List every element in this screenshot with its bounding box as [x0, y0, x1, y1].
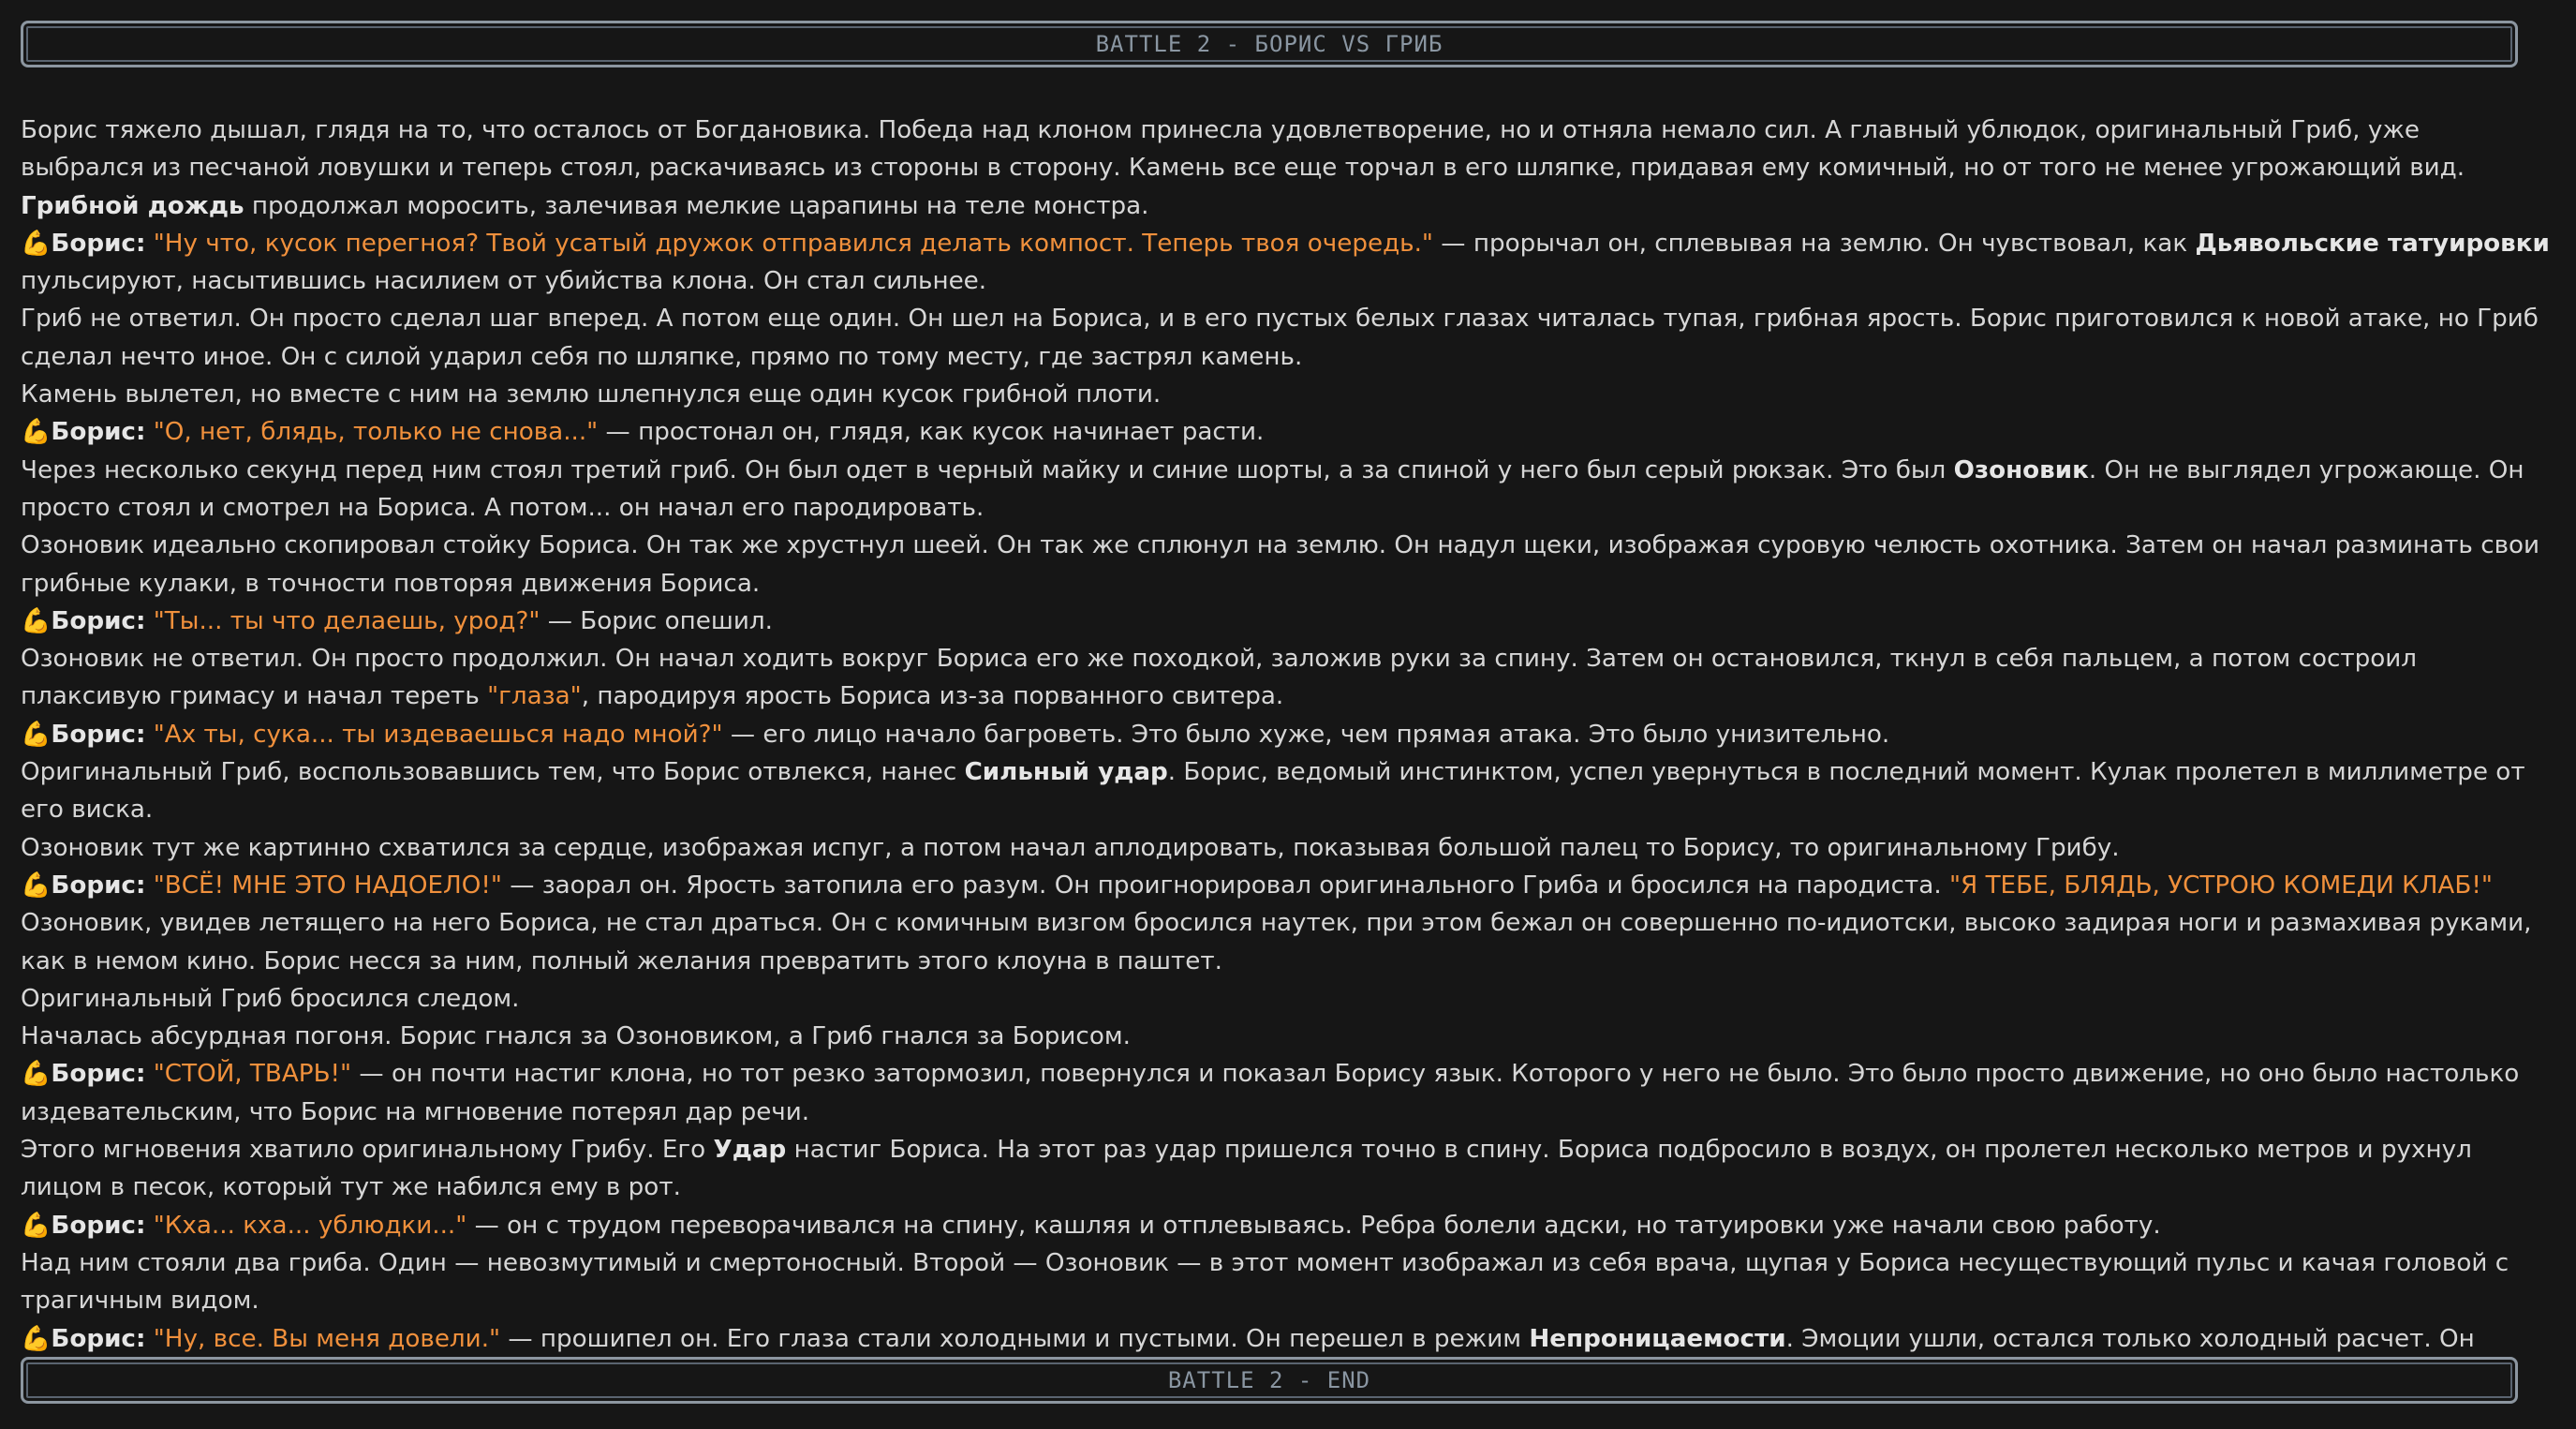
- text-run: продолжал моросить, залечивая мелкие царапины на теле монстра.: [244, 191, 1149, 220]
- flexed-biceps-icon: 💪: [21, 720, 52, 749]
- text-run: , пародируя ярость Бориса из-за порванного свитера.: [581, 682, 1284, 711]
- speaker-name: Борис:: [51, 1060, 146, 1089]
- text-run: Камень вылетел, но вместе с ним на землю шлепнулся еще один кусок грибной плоти.: [21, 380, 1162, 409]
- bold-term: Удар: [713, 1136, 787, 1165]
- bold-term: Грибной дождь: [21, 191, 244, 220]
- text-run: настиг Бориса. На этот раз удар пришелся точно в спину. Бориса подбросило в воздух, он пролетел несколько метров и рухнул лицом в песок, который тут же набился ему в рот.: [21, 1136, 2472, 1202]
- dialogue-line: [21, 1207, 2550, 1244]
- narration-paragraph: [21, 980, 2550, 1018]
- quoted-speech: "Ну что, кусок перегноя? Твой усатый дружок отправился делать компост. Теперь твоя очередь.": [153, 229, 1433, 258]
- narration-paragraph: [21, 1131, 2550, 1207]
- quoted-speech: "Ты... ты что делаешь, урод?": [153, 606, 540, 635]
- quoted-speech: "ВСЁ! МНЕ ЭТО НАДОЕЛО!": [153, 871, 502, 900]
- dialogue-line: [21, 225, 2550, 301]
- bold-term: Сильный удар: [964, 758, 1168, 787]
- bold-term: Дьявольские татуировки: [2195, 229, 2550, 258]
- text-run: Озоновик не ответил. Он просто продолжил. Он начал ходить вокруг Бориса его же походкой, заложив руки за спину. Затем он остановился, ткнул в себя пальцем, а потом состроил плаксивую гримасу и начал тереть: [21, 645, 2418, 711]
- story-text: [21, 112, 2550, 1395]
- quoted-speech: "Кха... кха... ублюдки...": [153, 1211, 467, 1240]
- quoted-speech: "Ну, все. Вы меня довели.": [153, 1324, 501, 1353]
- quoted-speech: "О, нет, блядь, только не снова...": [153, 418, 599, 447]
- flexed-biceps-icon: 💪: [21, 1060, 52, 1089]
- text-run: Через несколько секунд перед ним стоял третий гриб. Он был одет в черный майку и синие шорты, а за спиной у него был серый рюкзак. Это был: [21, 455, 1954, 484]
- quoted-speech: "СТОЙ, ТВАРЬ!": [153, 1060, 352, 1089]
- narration-paragraph: [21, 829, 2550, 867]
- text-run: Озоновик тут же картинно схватился за сердце, изображая испуг, а потом начал аплодировать, показывая большой палец то Борису, то оригинальному Грибу.: [21, 833, 2120, 862]
- narration-paragraph: [21, 527, 2550, 603]
- text-run: — простонал он, глядя, как кусок начинает расти.: [598, 418, 1265, 447]
- speaker-name: Борис:: [51, 720, 146, 749]
- narration-paragraph: [21, 904, 2550, 980]
- text-run: — он почти настиг клона, но тот резко затормозил, повернулся и показал Борису язык. Которого у него не было. Это было просто движение, но оно было настолько издевательским, что Борис на мгновение потерял дар речи.: [21, 1060, 2520, 1126]
- narration-paragraph: [21, 1244, 2550, 1320]
- text-run: . Он не выглядел угрожающе. Он просто стоял и смотрел на Бориса. А потом... он начал его пародировать.: [21, 455, 2524, 522]
- text-run: Оригинальный Гриб бросился следом.: [21, 984, 520, 1013]
- text-run: . Борис, ведомый инстинктом, успел увернуться в последний момент. Кулак пролетел в миллиметре от его виска.: [21, 758, 2525, 825]
- bold-term: Непроницаемости: [1529, 1324, 1786, 1353]
- battle-footer-title: BATTLE 2 - END: [1167, 1367, 1371, 1393]
- text-run: — прорычал он, сплевывая на землю. Он чувствовал, как: [1432, 229, 2196, 258]
- speaker-name: Борис:: [51, 606, 146, 635]
- text-run: пульсируют, насытившись насилием от убийства клона. Он стал сильнее.: [21, 267, 987, 296]
- flexed-biceps-icon: 💪: [21, 229, 52, 258]
- text-run: . Эмоции ушли, остался только холодный расчет. Он: [1785, 1324, 2475, 1353]
- text-run: — он с трудом переворачивался на спину, кашляя и отплевываясь. Ребра болели адски, но татуировки уже начали свою работу.: [466, 1211, 2161, 1240]
- dialogue-line: [21, 1055, 2550, 1131]
- narration-paragraph: [21, 1018, 2550, 1055]
- text-run: Гриб не ответил. Он просто сделал шаг вперед. А потом еще один. Он шел на Бориса, и в его пустых белых глазах читалась тупая, грибная ярость. Борис приготовился к новой атаке, но Гриб сделал нечто иное. Он с силой ударил себя по шляпке, прямо по тому месту, где застрял камень.: [21, 305, 2539, 371]
- narration-paragraph: [21, 753, 2550, 829]
- speaker-name: Борис:: [51, 1211, 146, 1240]
- flexed-biceps-icon: 💪: [21, 871, 52, 900]
- bold-term: Озоновик: [1953, 455, 2089, 484]
- dialogue-line: [21, 716, 2550, 753]
- text-run: — заорал он. Ярость затопила его разум. Он проигнорировал оригинального Гриба и бросился на пародиста.: [501, 871, 1949, 900]
- battle-header-title: BATTLE 2 - БОРИС VS ГРИБ: [1095, 31, 1443, 57]
- quoted-speech: "Я ТЕБЕ, БЛЯДЬ, УСТРОЮ КОМЕДИ КЛАБ!": [1949, 871, 2493, 900]
- text-run: — прошипел он. Его глаза стали холодными и пустыми. Он перешел в режим: [500, 1324, 1530, 1353]
- narration-paragraph: [21, 376, 2550, 413]
- text-run: Этого мгновения хватило оригинальному Грибу. Его: [21, 1136, 714, 1165]
- text-run: Над ним стояли два гриба. Один — невозмутимый и смертоносный. Второй — Озоновик — в этот момент изображал из себя врача, щупая у Бориса несуществующий пульс и качая головой с трагичным видом.: [21, 1248, 2509, 1316]
- dialogue-line: [21, 867, 2550, 904]
- text-run: Борис тяжело дышал, глядя на то, что осталось от Богдановика. Победа над клоном принесла удовлетворение, но и отняла немало сил. А главный ублюдок, оригинальный Гриб, уже выбрался из песчаной ловушки и теперь стоял, раскачиваясь из стороны в сторону. Камень все еще торчал в его шляпке, придавая ему комичный, но от того не менее угрожающий вид.: [21, 116, 2465, 183]
- quoted-speech: "глаза": [487, 682, 582, 711]
- text-run: Озоновик, увидев летящего на него Бориса, не стал драться. Он с комичным визгом бросился наутек, при этом бежал он совершенно по-идиотски, высоко задирая ноги и размахивая руками, как в немом кино. Борис несся за ним, полный желания превратить этого клоуна в паштет.: [21, 909, 2532, 975]
- flexed-biceps-icon: 💪: [21, 606, 52, 635]
- flexed-biceps-icon: 💪: [21, 1324, 52, 1353]
- quoted-speech: "Ах ты, сука... ты издеваешься надо мной?": [153, 720, 723, 749]
- text-run: Озоновик идеально скопировал стойку Бориса. Он так же хрустнул шеей. Он так же сплюнул на землю. Он надул щеки, изображая суровую челюсть охотника. Затем он начал разминать свои грибные кулаки, в точности повторяя движения Бориса.: [21, 531, 2540, 598]
- speaker-name: Борис:: [51, 229, 146, 258]
- battle-footer-banner: [21, 1357, 2518, 1404]
- text-run: — его лицо начало багроветь. Это было хуже, чем прямая атака. Это было унизительно.: [722, 720, 1890, 749]
- speaker-name: Борис:: [51, 1324, 146, 1353]
- narration-paragraph: [21, 640, 2550, 716]
- speaker-name: Борис:: [51, 871, 146, 900]
- text-run: — Борис опешил.: [540, 606, 773, 635]
- text-run: Началась абсурдная погоня. Борис гнался за Озоновиком, а Гриб гнался за Борисом.: [21, 1022, 1131, 1051]
- speaker-name: Борис:: [51, 418, 146, 447]
- battle-header-banner: [21, 21, 2518, 67]
- dialogue-line: [21, 413, 2550, 451]
- dialogue-line: [21, 603, 2550, 640]
- flexed-biceps-icon: 💪: [21, 418, 52, 447]
- narration-paragraph: [21, 300, 2550, 376]
- narration-paragraph: [21, 112, 2550, 225]
- flexed-biceps-icon: 💪: [21, 1211, 52, 1240]
- narration-paragraph: [21, 452, 2550, 528]
- text-run: Оригинальный Гриб, воспользовавшись тем, что Борис отвлекся, нанес: [21, 758, 965, 787]
